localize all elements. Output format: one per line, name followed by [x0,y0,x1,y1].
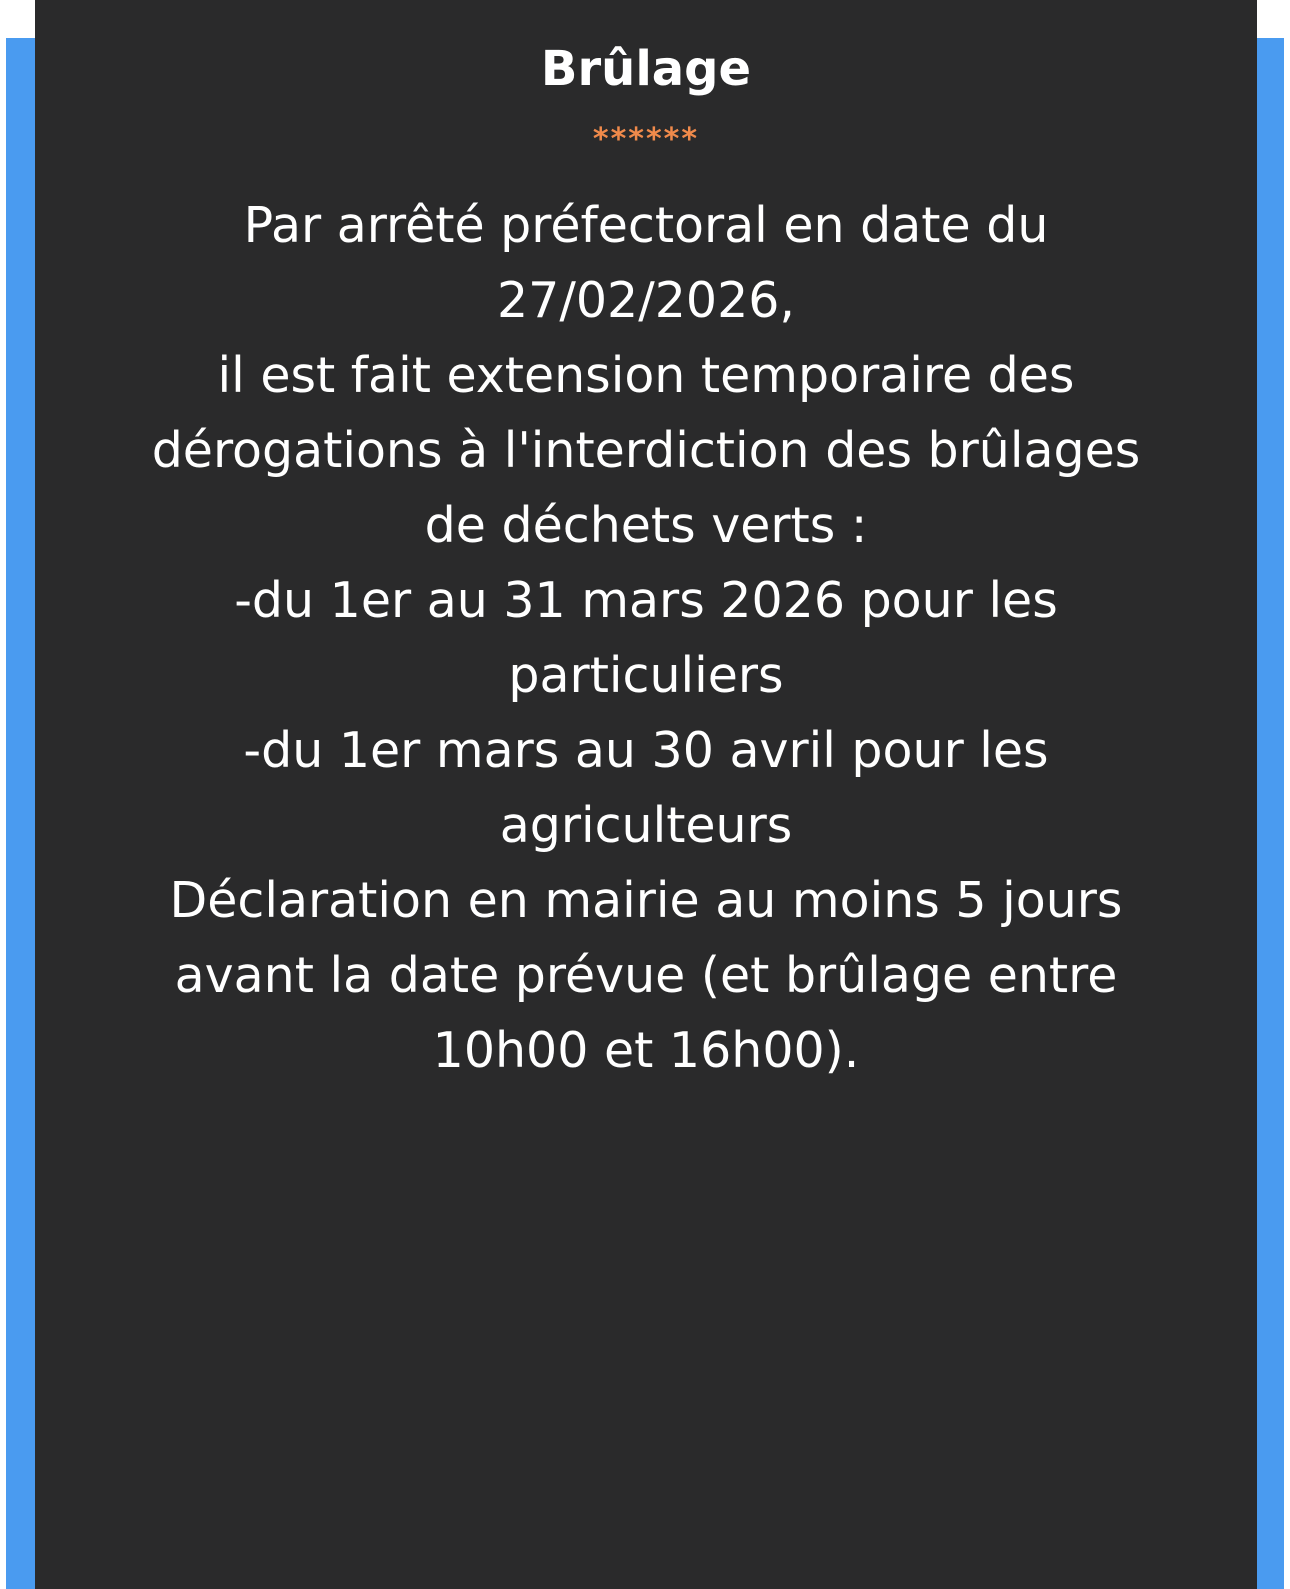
message-line: -du 1er mars au 30 avril pour les [243,722,1049,779]
announcement-panel [35,0,1257,1589]
message-line: agriculteurs [499,797,793,854]
message-line: Par arrêté préfectoral en date du [243,197,1049,254]
message-line: il est fait extension temporaire des [217,347,1075,404]
announcement-title: Brûlage [540,41,752,97]
message-line: 10h00 et 16h00). [432,1022,860,1079]
left-blue-border [6,38,36,1589]
message-line: 27/02/2026, [497,272,795,329]
message-line: -du 1er au 31 mars 2026 pour les [234,572,1058,629]
asterisk-divider: ****** [592,122,700,157]
right-blue-border [1256,38,1284,1589]
message-line: Déclaration en mairie au moins 5 jours [169,872,1123,929]
message-line: de déchets verts : [424,497,868,554]
message-line: particuliers [508,647,784,704]
announcement-message [65,188,1227,1088]
message-line: dérogations à l'interdiction des brûlages [151,422,1141,479]
message-line: avant la date prévue (et brûlage entre [174,947,1118,1004]
